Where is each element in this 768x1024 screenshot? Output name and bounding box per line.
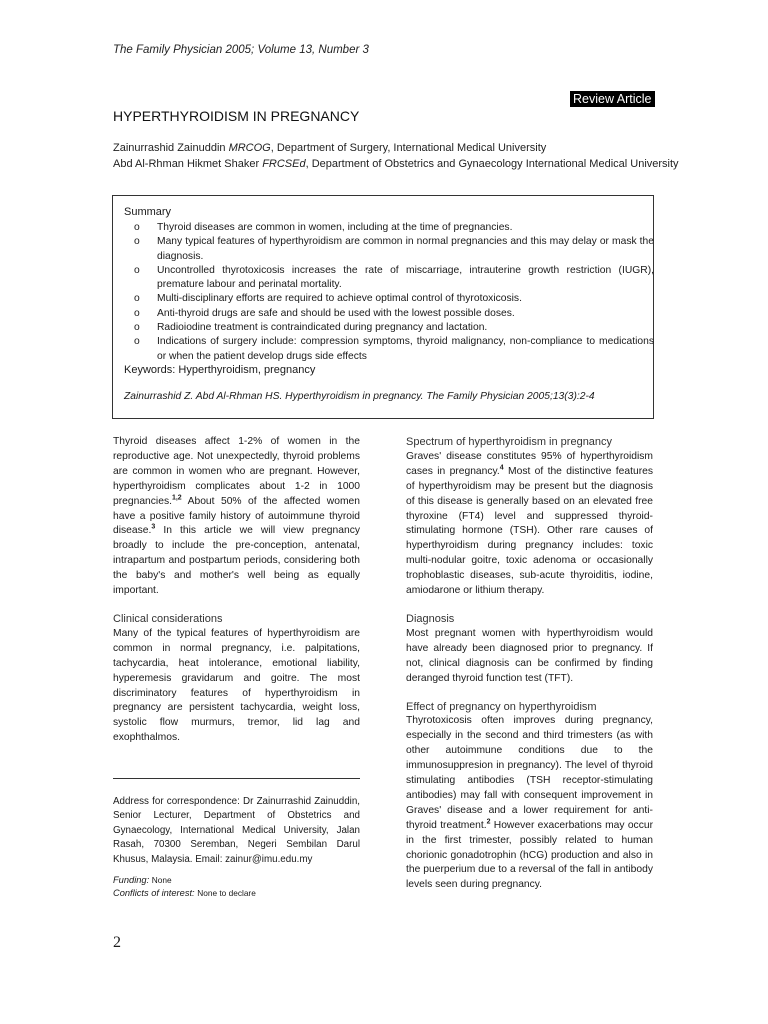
reference-mark: 2 [486, 818, 491, 826]
funding-declarations [113, 874, 256, 899]
article-title: HYPERTHYROIDISM IN PREGNANCY [113, 108, 360, 124]
funding-label: Funding: [113, 875, 152, 885]
summary-bullet [124, 307, 654, 321]
bullet-marker: o [134, 236, 140, 248]
citation: Zainurrashid Z. Abd Al-Rhman HS. Hyperthyroidism in pregnancy. The Family Physician 2005;13(3):2-4 [124, 391, 595, 402]
spectrum-paragraph [406, 450, 653, 599]
summary-bullet [124, 292, 654, 306]
correspondence-text: Dr Zainurrashid Zainuddin, Senior Lecturer, Department of Obstetrics and Gynaecology, International Medical University, Jalan Rasah, 70300 Seremban, Negeri Sembilan Darul Khusus, Malaysia. Email: zainur@imu.edu.my [113, 796, 360, 865]
section-heading-diagnosis: Diagnosis [406, 612, 455, 625]
diagnosis-paragraph: Most pregnant women with hyperthyroidism would have already been diagnosed prior to pregnancy. If not, clinical diagnosis can be confirmed by finding deranged thyroid function test (TFT). [406, 627, 653, 684]
intro-paragraph [113, 435, 360, 599]
footnote-divider [113, 778, 360, 779]
conflicts-value: None to declare [197, 887, 256, 898]
section-heading-clinical: Clinical considerations [113, 612, 223, 625]
page-number: 2 [113, 934, 121, 951]
summary-bullet [124, 321, 654, 335]
intro-text: Thyroid diseases affect 1-2% of women in the reproductive age. Not unexpectedly, thyroid problems are common in women who are pregnant. However, hyperthyroidism complicates about 1-2 in 1000 pregnancies. [113, 436, 360, 507]
correspondence-address [113, 795, 360, 867]
author-line [113, 157, 679, 173]
correspondence-label: Address for correspondence: [113, 796, 244, 807]
funding-value: None [151, 875, 172, 885]
bullet-text: Many typical features of hyperthyroidism are common in normal pregnancies and this may delay or mask the diagnosis. [157, 236, 654, 262]
journal-header: The Family Physician 2005; Volume 13, Number 3 [113, 44, 369, 56]
conflicts-label: Conflicts of interest: [113, 887, 198, 898]
effect-paragraph [406, 714, 653, 893]
conflicts-line [113, 887, 256, 900]
bullet-marker: o [134, 222, 140, 233]
effect-text: Thyrotoxicosis often improves during pregnancy, especially in the second and third trimesters (as with other autoimmune conditions due to the immunosuppresion in pregnancy). The level of thyroid stimulating antibodies (TSH receptor-stimulating antibodies) may fall with consequent improvement in Graves' disease and a lower requirement for anti-thyroid treatment. [406, 715, 653, 831]
spectrum-text: Most of the distinctive features of hyperthyroidism may be present but the diagnosis of this disease is generally based on an elevated free thyroxine (FT4) level and suppressed thyroid-stimulating hormone (TSH). Other rare causes of hyperthyroidism during pregnancy includes: toxic multi-nodular goitre, toxic adenoma or occasionally trophoblastic diseases, sub-acute thyroiditis, iodine, amiodarone or lithium therapy. [406, 465, 653, 597]
bullet-text: Indications of surgery include: compression symptoms, thyroid malignancy, non-compliance to medications or when the patient develop drugs side effects [157, 336, 654, 362]
author-degree: FRCSEd [262, 157, 306, 170]
author-line [113, 141, 679, 157]
spectrum-text: Graves' disease constitutes 95% of hyperthyroidism cases in pregnancy. [406, 450, 653, 477]
summary-bullet [124, 221, 654, 235]
keywords: Keywords: Hyperthyroidism, pregnancy [124, 364, 316, 376]
article-type-badge: Review Article [570, 91, 655, 107]
summary-bullet [124, 264, 654, 293]
reference-mark: 4 [499, 464, 504, 472]
bullet-text: Thyroid diseases are common in women, including at the time of pregnancies. [157, 222, 513, 233]
author-list [113, 141, 679, 172]
bullet-marker: o [134, 293, 140, 305]
section-heading-effect: Effect of pregnancy on hyperthyroidism [406, 700, 597, 713]
intro-text: About 50% of the affected women have a positive family history of autoimmune thyroid disease. [113, 495, 360, 537]
intro-text: In this article we will view pregnancy broadly to include the pre-conception, antenatal, intrapartum and postpartum periods, considering both the baby's and mother's well being as equally important. [113, 525, 360, 597]
bullet-text: Uncontrolled thyrotoxicosis increases the rate of miscarriage, intrauterine growth restriction (IUGR), premature labour and perinatal mortality. [157, 264, 654, 291]
bullet-marker: o [134, 307, 140, 319]
bullet-text: Multi-disciplinary efforts are required to achieve optimal control of thyrotoxicosis. [157, 293, 522, 305]
author-affiliation: , Department of Surgery, International Medical University [270, 142, 547, 154]
bullet-text: Anti-thyroid drugs are safe and should be used with the lowest possible doses. [157, 307, 515, 319]
reference-mark: 1,2 [171, 494, 182, 502]
clinical-paragraph: Many of the typical features of hyperthyroidism are common in normal pregnancy, i.e. palpitations, tachycardia, heat intolerance, emotional liability, hyperemesis gravidarum and goitre. The most discriminatory features of hyperthyroidism in pregnancy are persistent tachycardia, weight loss, systolic flow murmurs, tremor, lid lag and exophthalmos. [113, 627, 360, 744]
funding-line [113, 874, 256, 887]
summary-bullet [124, 235, 654, 264]
left-column [113, 435, 360, 746]
right-column [406, 435, 653, 893]
bullet-marker: o [134, 322, 140, 334]
summary-heading: Summary [124, 206, 172, 218]
bullet-marker: o [134, 336, 140, 348]
author-name: Abd Al-Rhman Hikmet Shaker [113, 157, 260, 170]
author-name: Zainurrashid Zainuddin [113, 142, 226, 154]
summary-bullet [124, 335, 654, 364]
effect-text: However exacerbations may occur in the first trimester, possibly related to human chorionic gonadotrophin (hCG) production and also in the puerperium due to a reversal of the fall in antibody levels seen during pregnancy. [406, 819, 653, 891]
reference-mark: 3 [151, 524, 156, 532]
section-heading-spectrum: Spectrum of hyperthyroidism in pregnancy [406, 436, 613, 448]
summary-bullets [124, 221, 654, 364]
bullet-text: Radioiodine treatment is contraindicated during pregnancy and lactation. [157, 322, 488, 334]
author-affiliation: , Department of Obstetrics and Gynaecology International Medical University [305, 157, 679, 170]
bullet-marker: o [134, 264, 140, 276]
author-degree: MRCOG [228, 142, 271, 154]
